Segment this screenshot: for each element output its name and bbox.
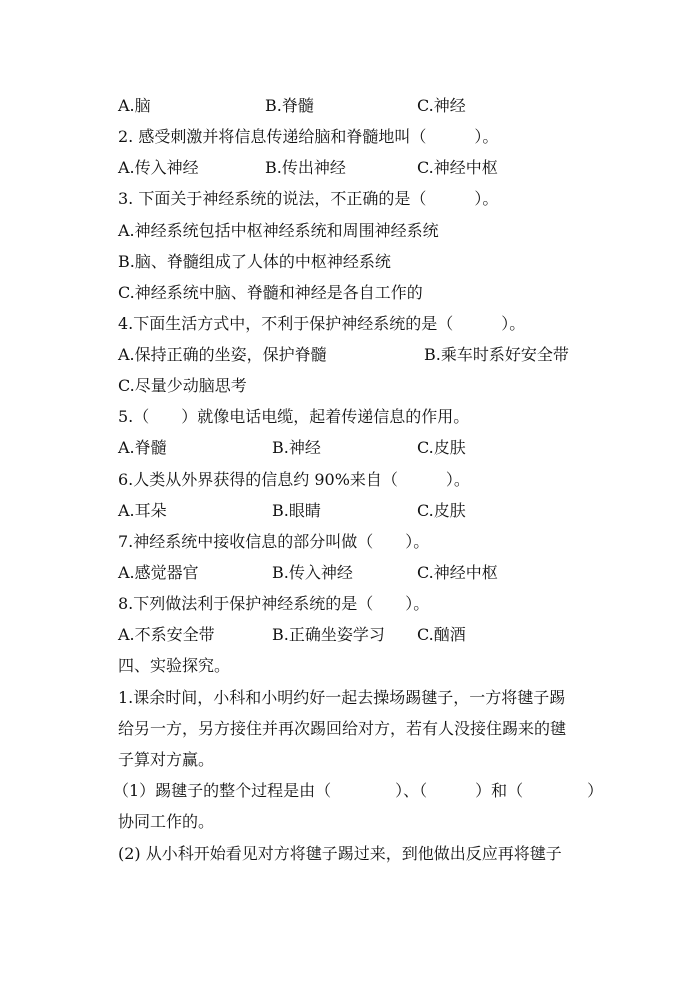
question-8: 8.下列做法利于保护神经系统的是（ ）。	[118, 594, 430, 613]
q3-option-b: B.脑、脊髓组成了人体的中枢神经系统	[118, 252, 391, 271]
q1-option-b: B.脊髓	[265, 96, 314, 115]
q3-option-c: C.神经系统中脑、脊髓和神经是各自工作的	[118, 283, 423, 302]
question-5: 5.（ ）就像电话电缆，起着传递信息的作用。	[118, 407, 470, 426]
q8-option-c: C.酗酒	[417, 625, 466, 644]
sub-question-1-line-1: （1）踢毽子的整个过程是由（ ）、（ ）和（ ）	[113, 781, 604, 800]
q1-option-a: A.脑	[118, 96, 151, 115]
section-4-heading: 四、实验探究。	[118, 656, 231, 675]
q7-option-c: C.神经中枢	[417, 563, 498, 582]
sub-question-2-line-1: (2) 从小科开始看见对方将毽子踢过来，到他做出反应再将毽子	[118, 844, 562, 863]
q7-option-a: A.感觉器官	[118, 563, 199, 582]
question-2: 2. 感受刺激并将信息传递给脑和脊髓地叫（ ）。	[118, 127, 499, 146]
q6-option-a: A.耳朵	[118, 501, 167, 520]
q2-option-a: A.传入神经	[118, 158, 199, 177]
q1-option-c: C.神经	[417, 96, 466, 115]
q4-option-c: C.尽量少动脑思考	[118, 376, 247, 395]
q8-option-b: B.正确坐姿学习	[272, 625, 385, 644]
q7-option-b: B.传入神经	[272, 563, 353, 582]
q2-option-c: C.神经中枢	[417, 158, 498, 177]
q3-option-a: A.神经系统包括中枢神经系统和周围神经系统	[118, 221, 439, 240]
q4-option-a: A.保持正确的坐姿，保护脊髓	[118, 345, 327, 364]
q5-option-b: B.神经	[272, 438, 321, 457]
question-6: 6.人类从外界获得的信息约 90%来自（ ）。	[118, 470, 470, 489]
question-3: 3. 下面关于神经系统的说法，不正确的是（ ）。	[118, 189, 499, 208]
experiment-1-line-3: 子算对方赢。	[118, 750, 215, 769]
experiment-1-line-1: 1.课余时间，小科和小明约好一起去操场踢毽子，一方将毽子踢	[118, 688, 566, 707]
q5-option-a: A.脊髓	[118, 438, 167, 457]
q8-option-a: A.不系安全带	[118, 625, 215, 644]
question-4: 4.下面生活方式中，不利于保护神经系统的是（ ）。	[118, 314, 526, 333]
q2-option-b: B.传出神经	[265, 158, 346, 177]
sub-question-1-line-2: 协同工作的。	[118, 812, 215, 831]
q6-option-c: C.皮肤	[417, 501, 466, 520]
experiment-1-line-2: 给另一方，另方接住并再次踢回给对方，若有人没接住踢来的毽	[118, 719, 567, 738]
q5-option-c: C.皮肤	[417, 438, 466, 457]
question-7: 7.神经系统中接收信息的部分叫做（ ）。	[118, 532, 430, 551]
q6-option-b: B.眼睛	[272, 501, 321, 520]
q4-option-b: B.乘车时系好安全带	[424, 345, 569, 364]
